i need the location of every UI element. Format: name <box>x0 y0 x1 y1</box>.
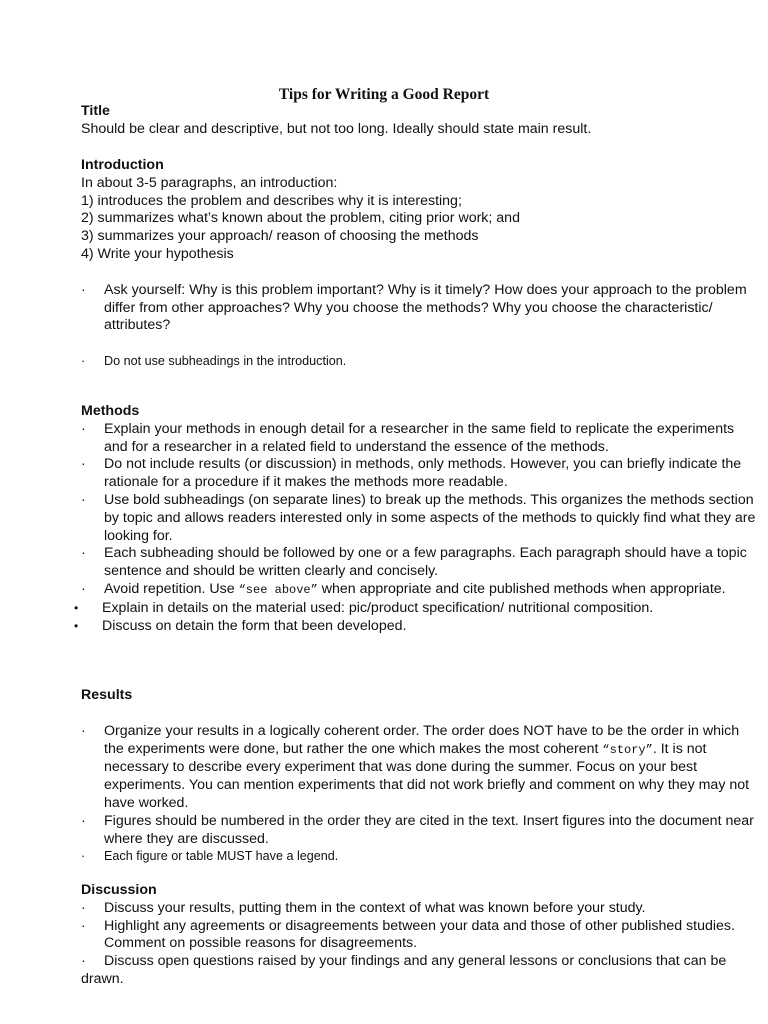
title-section <box>81 103 756 139</box>
results-text-start: Organize your results in a logically coherent order. The order does NOT have to be the order in which the experiments were done, but rather the one which makes the most coherent <box>104 722 740 757</box>
introduction-section <box>81 157 756 371</box>
intro-line: 1) introduces the problem and describes why it is interesting; <box>81 192 462 209</box>
bullet-marker: · <box>81 812 86 829</box>
bullet-marker: · <box>81 722 86 739</box>
list-item <box>81 581 756 600</box>
methods-section <box>74 403 756 635</box>
discussion-section <box>81 882 756 989</box>
list-item <box>81 900 756 918</box>
list-item <box>81 421 756 457</box>
methods-heading: Methods <box>81 403 140 419</box>
intro-line: In about 3-5 paragraphs, an introduction: <box>81 174 338 191</box>
list-item <box>81 282 756 335</box>
intro-line: 4) Write your hypothesis <box>81 245 234 262</box>
bullet-text: Each subheading should be followed by one or a few paragraphs. Each paragraph should have a topic sentence and should be written clearly and concisely. <box>104 545 747 580</box>
bullet-marker: · <box>81 354 86 369</box>
results-text-end: . It is not necessary to describe every experiment that was done during the summer. Focus on your best experiments. You can mention experiments that did not work briefly and comment on why they may not have worked. <box>104 740 750 811</box>
bullet-text: Explain your methods in enough detail for a researcher in the same field to replicate the experiments and for a researcher in a related field to understand the essence of the methods. <box>104 420 735 455</box>
list-item <box>81 813 756 849</box>
intro-line: 2) summarizes what’s known about the problem, citing prior work; and <box>81 210 520 227</box>
bullet-text: Ask yourself: Why is this problem important? Why is it timely? How does your approach to the problem differ from other approaches? Why you choose the methods? Why you choose the characteristic/ attributes? <box>104 281 747 334</box>
list-item <box>81 353 756 371</box>
bullet-marker: · <box>81 545 86 562</box>
list-item <box>81 918 756 954</box>
list-item <box>81 953 756 971</box>
bullet-marker: · <box>81 456 86 473</box>
title-text: Should be clear and descriptive, but not too long. Ideally should state main result. <box>81 120 592 137</box>
bullet-text: Do not use subheadings in the introduction. <box>104 354 347 369</box>
bullet-text: Figures should be numbered in the order they are cited in the text. Insert figures into the document near where they are discussed. <box>104 812 754 847</box>
document-title: Tips for Writing a Good Report <box>278 86 490 103</box>
bullet-text: Discuss on detain the form that been developed. <box>102 617 407 634</box>
bullet-marker: • <box>74 618 79 633</box>
bullet-text: Discuss open questions raised by your findings and any general lessons or conclusions that can be <box>104 953 727 970</box>
see-above-quote: “see above” <box>238 582 318 597</box>
bullet-marker: · <box>81 953 86 970</box>
bullet-text: Do not include results (or discussion) in methods, only methods. However, you can briefly indicate the rationale for a procedure if it makes the methods more readable. <box>104 456 742 491</box>
bullet-marker: · <box>81 849 86 864</box>
discussion-heading: Discussion <box>81 882 157 898</box>
results-heading: Results <box>81 687 133 703</box>
bullet-text: Discuss your results, putting them in the context of what was known before your study. <box>104 899 646 916</box>
bullet-text: Highlight any agreements or disagreements between your data and those of other published studies. Comment on possible reasons for disagreements. <box>104 917 735 952</box>
list-item <box>81 723 756 813</box>
bullet-text: Use bold subheadings (on separate lines) to break up the methods. This organizes the methods section by topic and allows readers interested only in some aspects of the methods to quickly find what they are looking for. <box>104 491 756 544</box>
bullet-marker: · <box>81 899 86 916</box>
intro-line: 3) summarizes your approach/ reason of choosing the methods <box>81 228 479 245</box>
results-section <box>81 687 756 866</box>
list-item <box>81 456 756 492</box>
list-item <box>81 492 756 545</box>
repetition-text-start: Avoid repetition. Use <box>104 580 239 597</box>
list-item <box>81 545 756 581</box>
bullet-marker: · <box>81 281 86 298</box>
bullet-marker: · <box>81 917 86 934</box>
bullet-marker: · <box>81 491 86 508</box>
bullet-text <box>104 581 756 600</box>
bullet-marker: • <box>74 600 79 615</box>
bullet-marker: · <box>81 580 86 597</box>
bullet-text <box>104 723 756 813</box>
discussion-last-line: drawn. <box>81 970 124 987</box>
bullet-marker: · <box>81 420 86 437</box>
bullet-text: Each figure or table MUST have a legend. <box>104 849 339 864</box>
bullet-text: Explain in details on the material used: pic/product specification/ nutritional composition. <box>102 599 654 616</box>
list-item <box>74 617 756 636</box>
list-item <box>74 599 756 618</box>
repetition-text-end: when appropriate and cite published methods when appropriate. <box>317 580 726 597</box>
introduction-heading: Introduction <box>81 157 164 173</box>
title-heading: Title <box>81 103 110 119</box>
list-item <box>81 848 756 866</box>
story-quote: “story” <box>602 742 653 757</box>
